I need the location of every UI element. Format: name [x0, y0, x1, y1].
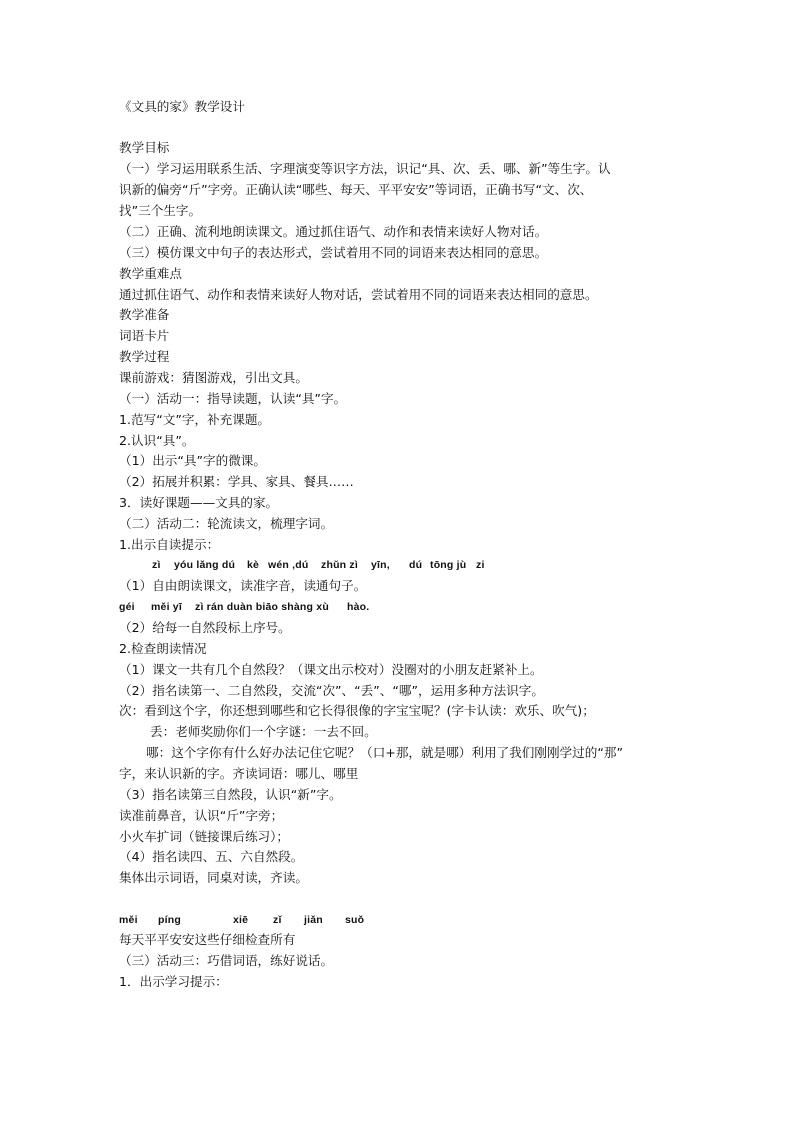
pinyin-syllable: píng — [158, 914, 181, 926]
pinyin-syllable: měi yī — [151, 601, 182, 613]
char-na-line-b: 字，来认识新的字。齐读词语：哪儿、哪里 — [119, 766, 359, 781]
pinyin-syllable: zhǔn zì — [321, 559, 358, 571]
process-heading: 教学过程 — [119, 349, 170, 364]
goal-1-line-b: 识新的偏旁“斤”字旁。正确认读“哪些、每天、平平安安”等词语，正确书写“文、次、 — [119, 182, 593, 197]
pinyin-syllable: yóu lǎng dú — [174, 559, 236, 571]
pinyin-syllable: tōng jù — [430, 559, 467, 571]
pinyin-syllable: měi — [119, 914, 138, 926]
collect-words: 集体出示词语，同桌对读，齐读。 — [119, 870, 308, 885]
activity-3: （三）活动三：巧借词语，练好说话。 — [119, 953, 334, 968]
pinyin-syllable: xiē — [233, 914, 249, 926]
train-words: 小火车扩词（链接课后练习）； — [119, 829, 290, 844]
activity-2-step-2: 2.检查朗读情况 — [119, 641, 207, 656]
activity-1: （一）活动一：指导读题，认读“具”字。 — [119, 391, 347, 406]
char-diu: 丢：老师奖励你们一个字谜：一去不回。 — [150, 724, 377, 739]
activity-1-step-2-1: （1）出示“具”字的微课。 — [119, 453, 266, 468]
goal-1-line-c: 找”三个生字。 — [119, 203, 202, 218]
char-na-line-a: 哪：这个字你有什么好办法记住它呢？（口+那，就是哪）利用了我们刚刚学过的“那” — [146, 745, 623, 760]
goals-heading: 教学目标 — [119, 140, 170, 155]
activity-2-step-2-3: （3）指名读第三自然段，认识“新”字。 — [119, 787, 342, 802]
pinyin-syllable: géi — [119, 601, 135, 613]
activity-1-step-3: 3．读好课题——文具的家。 — [119, 495, 279, 510]
doc-title: 《文具的家》教学设计 — [119, 99, 245, 114]
activity-2-step-2-1: （1）课文一共有几个自然段？（课文出示校对）没圈对的小朋友赶紧补上。 — [119, 662, 543, 677]
key-heading: 教学重难点 — [119, 266, 182, 281]
activity-2-step-1-2: （2）给每一自然段标上序号。 — [119, 620, 291, 635]
pinyin-syllable: zì rán duàn biāo shàng xù — [195, 601, 329, 613]
prep-heading: 教学准备 — [119, 307, 170, 322]
pinyin-syllable: zǐ — [273, 914, 282, 926]
pinyin-syllable: kè — [247, 559, 260, 571]
goal-3: （三）模仿课文中句子的表达形式，尝试着用不同的词语来表达相同的意思。 — [119, 245, 548, 260]
pinyin-syllable: wén ,dú — [268, 559, 309, 571]
activity-2: （二）活动二：轮流读文，梳理字词。 — [119, 516, 334, 531]
nose-sound: 读准前鼻音，认识“斤”字旁； — [119, 808, 284, 823]
goal-1-line-a: （一）学习运用联系生活、字理演变等识字方法，识记“具、次、丢、哪、新”等生字。认 — [119, 161, 611, 176]
pinyin-syllable: zi — [476, 559, 485, 571]
activity-3-step-1: 1．出示学习提示： — [119, 974, 228, 989]
activity-1-step-2: 2.认识“具”。 — [119, 433, 195, 448]
activity-2-step-1: 1.出示自读提示： — [119, 537, 220, 552]
goal-2: （二）正确、流利地朗读课文。通过抓住语气、动作和表情来读好人物对话。 — [119, 224, 548, 239]
activity-2-step-2-4: （4）指名读四、五、六自然段。 — [119, 849, 304, 864]
key-text: 通过抓住语气、动作和表情来读好人物对话，尝试着用不同的词语来表达相同的意思。 — [119, 287, 598, 302]
pre-game: 课前游戏：猜图游戏，引出文具。 — [119, 370, 308, 385]
activity-2-step-1-1: （1）自由朗读课文，读准字音，读通句子。 — [119, 578, 367, 593]
pinyin-syllable: jiǎn — [304, 914, 323, 926]
prep-text: 词语卡片 — [119, 328, 170, 343]
pinyin-syllable: hào. — [347, 601, 370, 613]
pinyin-syllable: dú — [409, 559, 423, 571]
pinyin-syllable: zì — [152, 559, 161, 571]
activity-1-step-1: 1.范写“文”字，补充课题。 — [119, 412, 271, 427]
char-ci: 次：看到这个字，你还想到哪些和它长得很像的字宝宝呢？(字卡认读：欢乐、吹气)； — [119, 703, 595, 718]
activity-1-step-2-2: （2）拓展并积累：学具、家具、餐具…… — [119, 474, 354, 489]
activity-2-step-2-2: （2）指名读第一、二自然段，交流“次”、“丢”、“哪”，运用多种方法识字。 — [119, 683, 544, 698]
word-list: 每天平平安安这些仔细检查所有 — [119, 932, 296, 947]
pinyin-syllable: yīn, — [371, 559, 390, 571]
pinyin-syllable: suǒ — [345, 914, 365, 926]
